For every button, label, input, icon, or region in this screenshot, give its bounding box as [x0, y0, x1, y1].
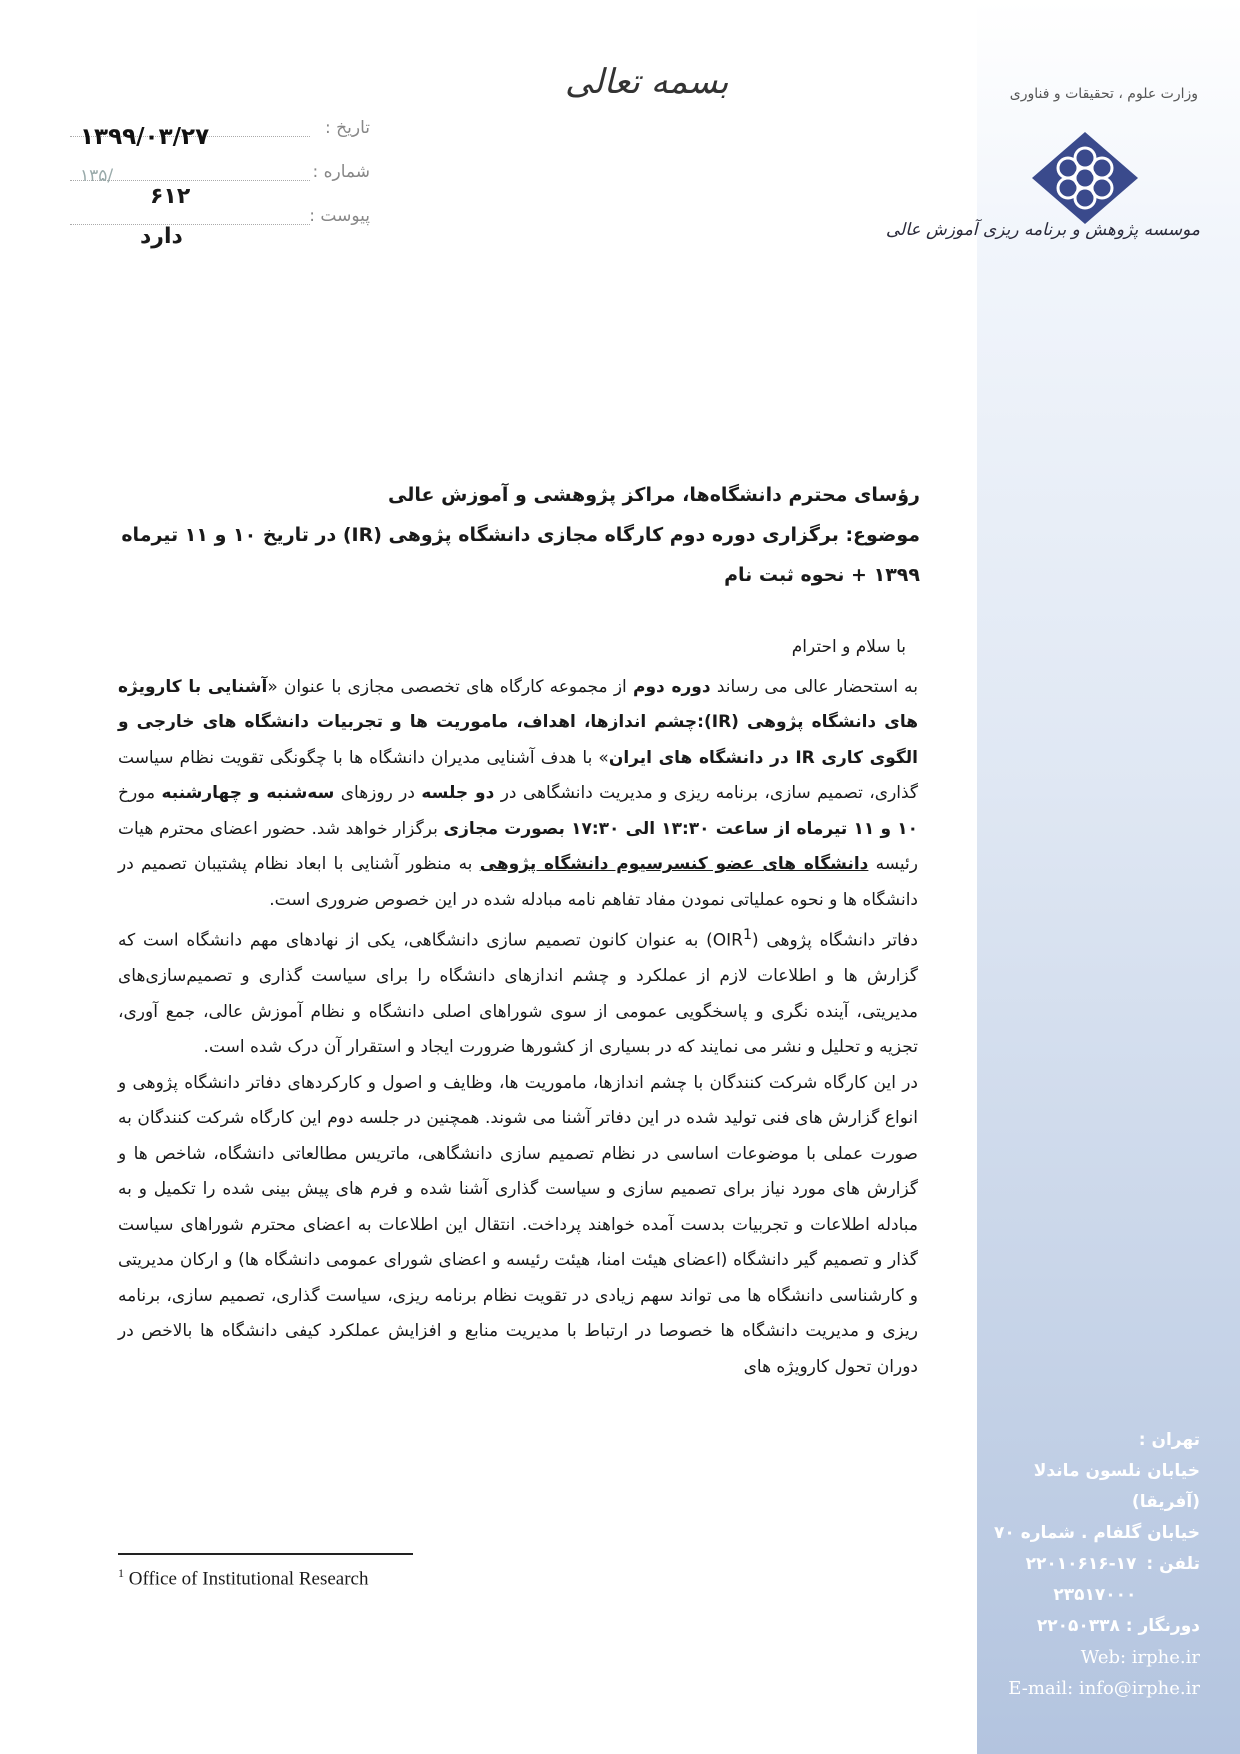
footnote-divider	[118, 1553, 413, 1555]
p2-footnote-mark: 1	[742, 927, 752, 943]
letter-heading	[120, 475, 920, 595]
contact-web[interactable]: Web: irphe.ir	[1080, 1647, 1200, 1668]
p2-text-1: دفاتر دانشگاه پژوهی (	[751, 930, 919, 951]
subject-line: موضوع: برگزاری دوره دوم کارگاه مجازی دانشگاه پژوهی (IR) در تاریخ ۱۰ و ۱۱ تیرماه ۱۳۹۹ + نحوه ثبت نام	[121, 524, 920, 586]
p2-abbr: OIR	[712, 930, 743, 951]
p1-bold-time: ۱۰ و ۱۱ تیرماه از ساعت ۱۳:۳۰ الی ۱۷:۳۰ بصورت مجازی	[443, 818, 919, 839]
p1-bold-course: دوره دوم	[633, 676, 711, 697]
paragraph-2	[118, 918, 918, 1066]
contact-fax-label: دورنگار :	[1125, 1616, 1200, 1636]
contact-city: تهران :	[1138, 1430, 1200, 1450]
paragraph-3: در این کارگاه شرکت کنندگان با چشم اندازها، ماموریت ها، وظایف و اصول و کارکردهای دفاتر دانشگاه پژوهی و انواع گزارش های فنی تولید شده در این دفاتر آشنا می شوند. همچنین در جلسه دوم این کارگاه شرکت کنندگان به صورت عملی با موضوعات اساسی در نظام تصمیم سازی دانشگاهی، ماتریس مطالعاتی دانشگاه، شاخص ها و گزارش های مورد نیاز برای تصمیم سازی و سیاست گذاری آشنا شده و فرم های پیش بینی شده را تکمیل و به مبادله اطلاعات و تجربیات بدست آمده خواهند پرداخت. انتقال این اطلاعات به اعضای محترم شوراهای سیاست گذار و تصمیم گیر دانشگاه (اعضای هیئت امنا، هیئت رئیسه و اعضای شورای عمومی دانشگاه ها) و ارکان مدیریتی و کارشناسی دانشگاه ها می تواند سهم زیادی در تقویت نظام برنامه ریزی، سیاست گذاری، تصمیم سازی، برنامه ریزی و مدیریت دانشگاه ها خصوصا در ارتباط با مدیریت منابع و افزایش عملکرد کیفی دانشگاه ها بالاخص در دوران تحول کارویژه های	[118, 1072, 918, 1377]
contact-block	[960, 1425, 1200, 1704]
contact-phone-2: ۲۳۵۱۷۰۰۰	[1053, 1585, 1137, 1605]
ministry-name: وزارت علوم ، تحقیقات و فناوری	[1009, 86, 1198, 102]
contact-phone-row	[960, 1549, 1200, 1611]
date-value: ۱۳۹۹/۰۳/۲۷	[80, 124, 210, 150]
footnote-text: Office of Institutional Research	[128, 1568, 369, 1590]
date-row	[70, 118, 370, 162]
attachment-dots	[70, 224, 310, 225]
basmala-heading: بسمه تعالی	[565, 62, 729, 102]
letter-body	[118, 630, 918, 1385]
p1-text-4: در روزهای	[334, 783, 422, 803]
letter-meta	[70, 118, 370, 250]
footnote	[118, 1566, 368, 1590]
greeting: با سلام و احترام	[791, 637, 906, 657]
paragraph-1	[118, 670, 918, 919]
p1-text-3: » با هدف آشنایی مدیران دانشگاه ها با چگونگی تقویت نظام سیاست گذاری، تصمیم سازی، برنامه ریزی و مدیریت دانشگاهی در	[118, 747, 919, 803]
flower-lattice-logo-icon	[1030, 130, 1140, 226]
number-label: شماره :	[312, 162, 370, 182]
number-row	[70, 162, 370, 209]
p1-text-5: مورخ	[118, 783, 162, 803]
addressee-line: رؤسای محترم دانشگاه‌ها، مراکز پژوهشی و آموزش عالی	[388, 484, 920, 506]
p1-bold-sessions: دو جلسه	[421, 783, 495, 803]
contact-street-2: خیابان گلفام . شماره ۷۰	[994, 1523, 1200, 1543]
contact-phone-1: ۲۲۰۱۰۶۱۶-۱۷	[1025, 1554, 1137, 1574]
contact-email[interactable]: E-mail: info@irphe.ir	[1008, 1678, 1200, 1699]
contact-fax-row	[960, 1611, 1200, 1642]
number-prefix: ۱۳۵/	[80, 166, 114, 186]
contact-fax: ۲۲۰۵۰۳۳۸	[1036, 1616, 1120, 1636]
attachment-row	[70, 206, 370, 250]
date-label: تاریخ :	[325, 118, 370, 138]
p1-bold-days: سه‌شنبه و چهارشنبه	[161, 783, 335, 803]
contact-street-1: خیابان نلسون ماندلا (آفریقا)	[1033, 1461, 1200, 1512]
p1-text-2: از مجموعه کارگاه های تخصصی مجازی با عنوان «	[267, 676, 633, 697]
contact-phones	[1026, 1549, 1137, 1611]
p1-text-7: به منظور آشنایی با ابعاد نظام پشتیبان تصمیم در دانشگاه ها و نحوه عملیاتی نمودن مفاد تفاهم نامه مبادله شده در این خصوص ضروری است.	[118, 854, 918, 910]
institute-name: موسسه پژوهش و برنامه ریزی آموزش عالی	[885, 220, 1200, 240]
attachment-label: پیوست :	[309, 206, 370, 226]
attachment-value: دارد	[140, 224, 183, 249]
contact-phone-label: تلفن :	[1146, 1554, 1200, 1574]
p2-text-2: ) به عنوان کانون تصمیم سازی دانشگاهی، یکی از نهادهای مهم دانشگاه است که گزارش ها و اطلاعات لازم از عملکرد و چشم اندازهای دانشگاه را برای سیاست گذاری و تصمیم‌سازی‌های مدیریتی، آینده نگری و پاسخگویی عمومی از سوی شوراهای اصلی دانشگاه و نظام آموزش عالی، جمع آوری، تجزیه و تحلیل و نشر می نمایند که در بسیاری از کشورها ضرورت ایجاد و استقرار آن درک شده است.	[118, 930, 918, 1058]
p1-text-1: به استحضار عالی می رساند	[710, 676, 918, 697]
p1-bold-title: آشنایی با کارویژه های دانشگاه پژوهی (IR):چشم اندازها، اهداف، ماموریت ها و تجربیات دانشگاه های خارجی و الگوی کاری IR در دانشگاه های ایران	[118, 676, 918, 768]
footnote-mark: 1	[118, 1566, 124, 1580]
p1-underlined-universities: دانشگاه های عضو کنسرسیوم دانشگاه پژوهی	[479, 854, 869, 874]
p1-text-6: برگزار خواهد شد. حضور اعضای محترم هیات رئیسه	[118, 818, 918, 874]
number-value: ۶۱۲	[150, 184, 191, 209]
